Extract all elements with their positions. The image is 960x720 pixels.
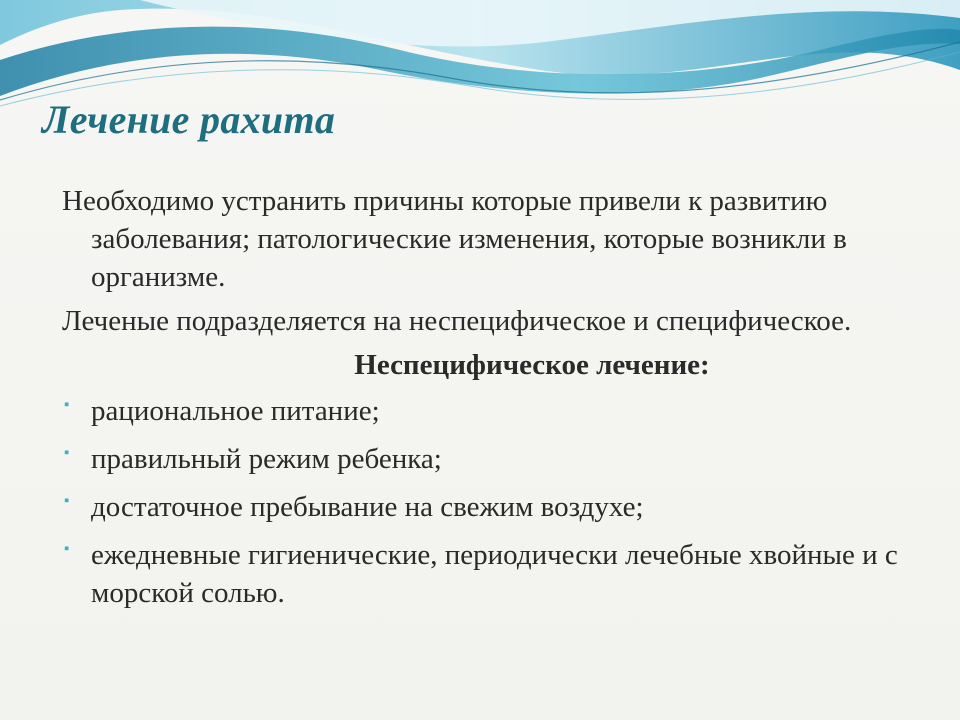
subheading-nonspecific-treatment: Неспецифическое лечение:: [354, 349, 710, 381]
bullet-text: ежедневные гигиенические, периодически лечебные хвойные и с морской солью.: [91, 539, 898, 609]
bullet-text: правильный режим ребенка;: [91, 443, 442, 475]
square-bullet-icon: ▪: [64, 493, 70, 509]
slide-title: Лечение рахита: [42, 97, 336, 142]
paragraph-treatment-types: Леченые подразделяется на неспецифическое и специфическое.: [62, 305, 852, 337]
bullet-text: достаточное пребывание на свежим воздухе;: [91, 491, 644, 523]
bullet-item: [62, 392, 922, 430]
square-bullet-icon: ▪: [64, 445, 70, 461]
bullet-text: рациональное питание;: [91, 395, 380, 427]
square-bullet-icon: ▪: [64, 541, 70, 557]
bullet-item: [62, 536, 922, 612]
bullet-item: [62, 440, 922, 478]
square-bullet-icon: ▪: [64, 397, 70, 413]
bullet-item: [62, 488, 922, 526]
slide-body: [62, 182, 922, 622]
bullet-list: [62, 392, 922, 612]
paragraph-causes: Необходимо устранить причины которые привели к развитию заболевания; патологические изменения, которые возникли в организме.: [62, 185, 847, 293]
